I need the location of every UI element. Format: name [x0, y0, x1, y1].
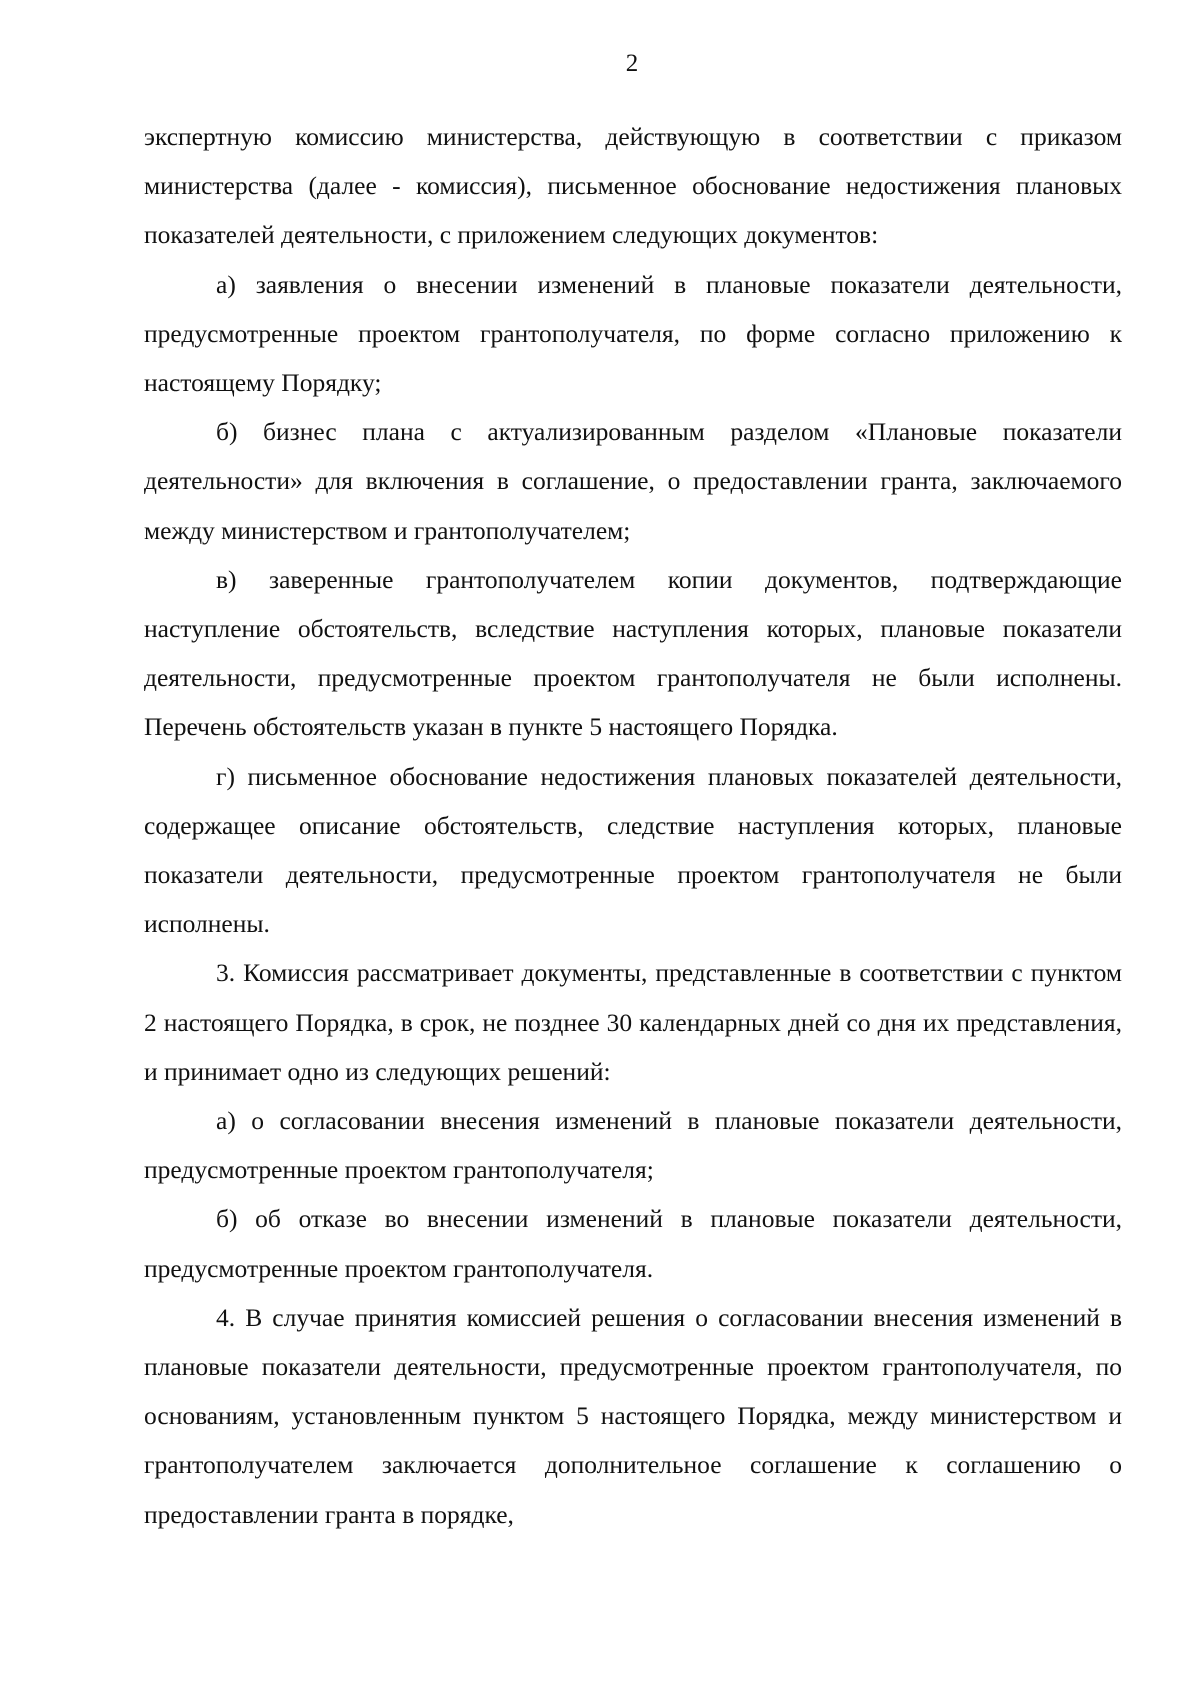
- paragraph-section-4: 4. В случае принятия комиссией решения о согласовании внесения изменений в плановые показатели деятельности, предусмотренные проектом грантополучателя, по основаниям, установленным пунктом 5 настоящего Порядка, между министерством и грантополучателем заключается дополнительное соглашение к соглашению о предоставлении гранта в порядке,: [144, 1302, 1122, 1529]
- paragraph-item-v: в) заверенные грантополучателем копии документов, подтверждающие наступление обстоятельств, вследствие наступления которых, плановые показатели деятельности, предусмотренные проектом грантополучателя не были исполнены. Перечень обстоятельств указан в пункте 5 настоящего Порядка.: [144, 564, 1122, 742]
- paragraph-continuation: экспертную комиссию министерства, действующую в соответствии с приказом министерства (далее - комиссия), письменное обоснование недостижения плановых показателей деятельности, с приложением следующих документов:: [144, 122, 1122, 250]
- paragraph-item-b: б) бизнес плана с актуализированным разделом «Плановые показатели деятельности» для включения в соглашение, о предоставлении гранта, заключаемого между министерством и грантополучателем;: [144, 417, 1122, 545]
- paragraph-item-a: а) заявления о внесении изменений в плановые показатели деятельности, предусмотренные проектом грантополучателя, по форме согласно приложению к настоящему Порядку;: [144, 269, 1122, 398]
- document-body: [144, 112, 1122, 1539]
- paragraph-section-3: 3. Комиссия рассматривает документы, представленные в соответствии с пунктом 2 настоящего Порядка, в срок, не позднее 30 календарных дней со дня их представления, и принимает одно из следующих решений:: [144, 958, 1122, 1086]
- paragraph-item-g: г) письменное обоснование недостижения плановых показателей деятельности, содержащее описание обстоятельств, следствие наступления которых, плановые показатели деятельности, предусмотренные проектом грантополучателя не были исполнены.: [144, 761, 1122, 939]
- paragraph-decision-a: а) о согласовании внесения изменений в плановые показатели деятельности, предусмотренные проектом грантополучателя;: [144, 1106, 1122, 1185]
- page-number: 2: [625, 50, 639, 77]
- paragraph-decision-b: б) об отказе во внесении изменений в плановые показатели деятельности, предусмотренные проектом грантополучателя.: [144, 1204, 1122, 1283]
